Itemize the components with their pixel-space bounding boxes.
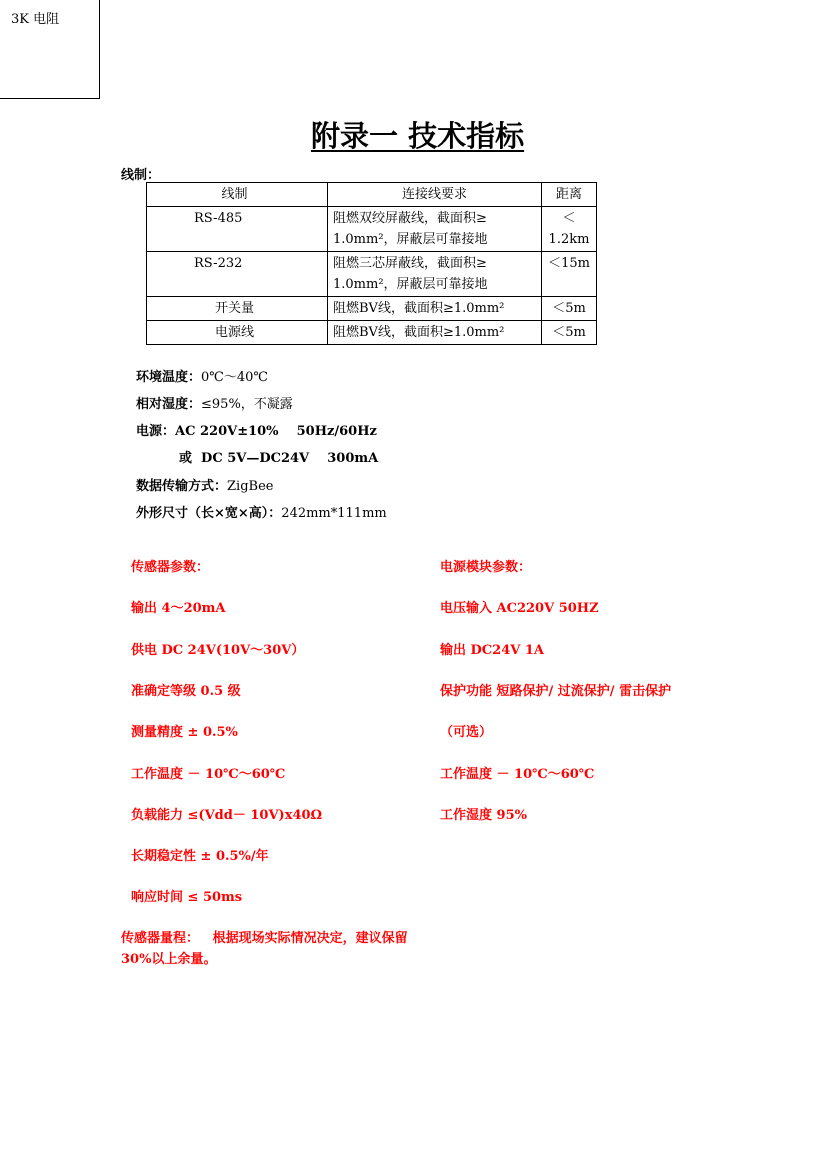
table-cell-req: 阻燃BV线，截面积≥1.0mm² xyxy=(328,321,542,345)
power-module-item: 电压输入 AC220V 50HZ xyxy=(440,601,599,616)
power-module-item: （可选） xyxy=(440,725,493,740)
power-module-item: 保护功能 短路保护/ 过流保护/ 雷击保护 xyxy=(440,684,672,699)
table-row xyxy=(147,207,597,252)
page-title: 附录一 技术指标 xyxy=(311,119,525,153)
env-temperature-label: 环境温度： xyxy=(136,370,202,385)
sensor-range-note: 传感器量程： 根据现场实际情况决定，建议保留 30%以上余量。 xyxy=(121,931,413,967)
power-module-item: 工作湿度 95% xyxy=(440,808,527,823)
table-header-cell: 线制 xyxy=(147,183,328,207)
env-humidity-label: 相对湿度： xyxy=(136,397,202,412)
env-transfer xyxy=(136,475,273,494)
corner-label: 3K 电阻 xyxy=(11,12,60,27)
sensor-params-title: 传感器参数： xyxy=(131,560,210,575)
env-humidity xyxy=(136,393,293,412)
table-cell-dist: ＜5m xyxy=(542,297,597,321)
table-row xyxy=(147,252,597,297)
env-power-label: 电源： xyxy=(136,424,176,439)
req-line: 1.0mm²，屏蔽层可靠接地 xyxy=(333,277,488,292)
table-cell-req xyxy=(328,207,542,252)
table-cell-dist: ＜5m xyxy=(542,321,597,345)
table-header-cell: 连接线要求 xyxy=(328,183,542,207)
power-module-item: 输出 DC24V 1A xyxy=(440,643,544,658)
env-transfer-label: 数据传输方式： xyxy=(136,479,228,494)
power-module-item: 工作温度 － 10℃～60℃ xyxy=(440,767,595,782)
table-row xyxy=(147,297,597,321)
env-temperature-value: 0℃～40℃ xyxy=(201,370,268,385)
wiring-label: 线制： xyxy=(121,168,161,183)
sensor-param-item: 工作温度 － 10℃～60℃ xyxy=(131,767,286,782)
table-header-row xyxy=(147,183,597,207)
env-size xyxy=(136,502,387,521)
table-cell-type: 开关量 xyxy=(147,297,328,321)
sensor-param-item: 输出 4～20mA xyxy=(131,601,226,616)
env-size-value: 242mm*111mm xyxy=(281,506,387,521)
req-line: 阻燃双绞屏蔽线，截面积≥ xyxy=(333,211,487,226)
sensor-param-item: 响应时间 ≤ 50ms xyxy=(131,890,243,905)
table-cell-type: 电源线 xyxy=(147,321,328,345)
env-power-alt xyxy=(179,447,378,466)
table-cell-dist: ＜15m xyxy=(542,252,597,297)
table-cell-type: RS-232 xyxy=(147,252,328,297)
sensor-param-item: 准确定等级 0.5 级 xyxy=(131,684,241,699)
power-module-title: 电源模块参数： xyxy=(440,560,532,575)
sensor-param-item: 测量精度 ± 0.5% xyxy=(131,725,238,740)
sensor-param-item: 长期稳定性 ± 0.5%/年 xyxy=(131,849,269,864)
env-temperature xyxy=(136,366,268,385)
env-power xyxy=(136,420,377,439)
table-cell-req: 阻燃BV线，截面积≥1.0mm² xyxy=(328,297,542,321)
corner-label-box xyxy=(0,0,100,99)
env-humidity-value: ≤95%，不凝露 xyxy=(201,397,293,412)
table-cell-req xyxy=(328,252,542,297)
sensor-param-item: 供电 DC 24V(10V～30V） xyxy=(131,643,305,658)
env-power-value: AC 220V±10% 50Hz/60Hz xyxy=(175,424,377,439)
env-transfer-value: ZigBee xyxy=(227,479,274,494)
env-size-label: 外形尺寸（长×宽×高）： xyxy=(136,506,282,521)
sensor-param-item: 负载能力 ≤(Vdd－ 10V)x40Ω xyxy=(131,808,323,823)
env-power-alt-value: 或 DC 5V—DC24V 300mA xyxy=(179,451,379,466)
table-header-cell: 距离 xyxy=(542,183,597,207)
table-cell-type: RS-485 xyxy=(147,207,328,252)
req-line: 1.0mm²，屏蔽层可靠接地 xyxy=(333,232,488,247)
wiring-table xyxy=(146,182,597,345)
table-cell-dist: ＜1.2km xyxy=(542,207,597,252)
table-row xyxy=(147,321,597,345)
req-line: 阻燃三芯屏蔽线，截面积≥ xyxy=(333,256,487,271)
